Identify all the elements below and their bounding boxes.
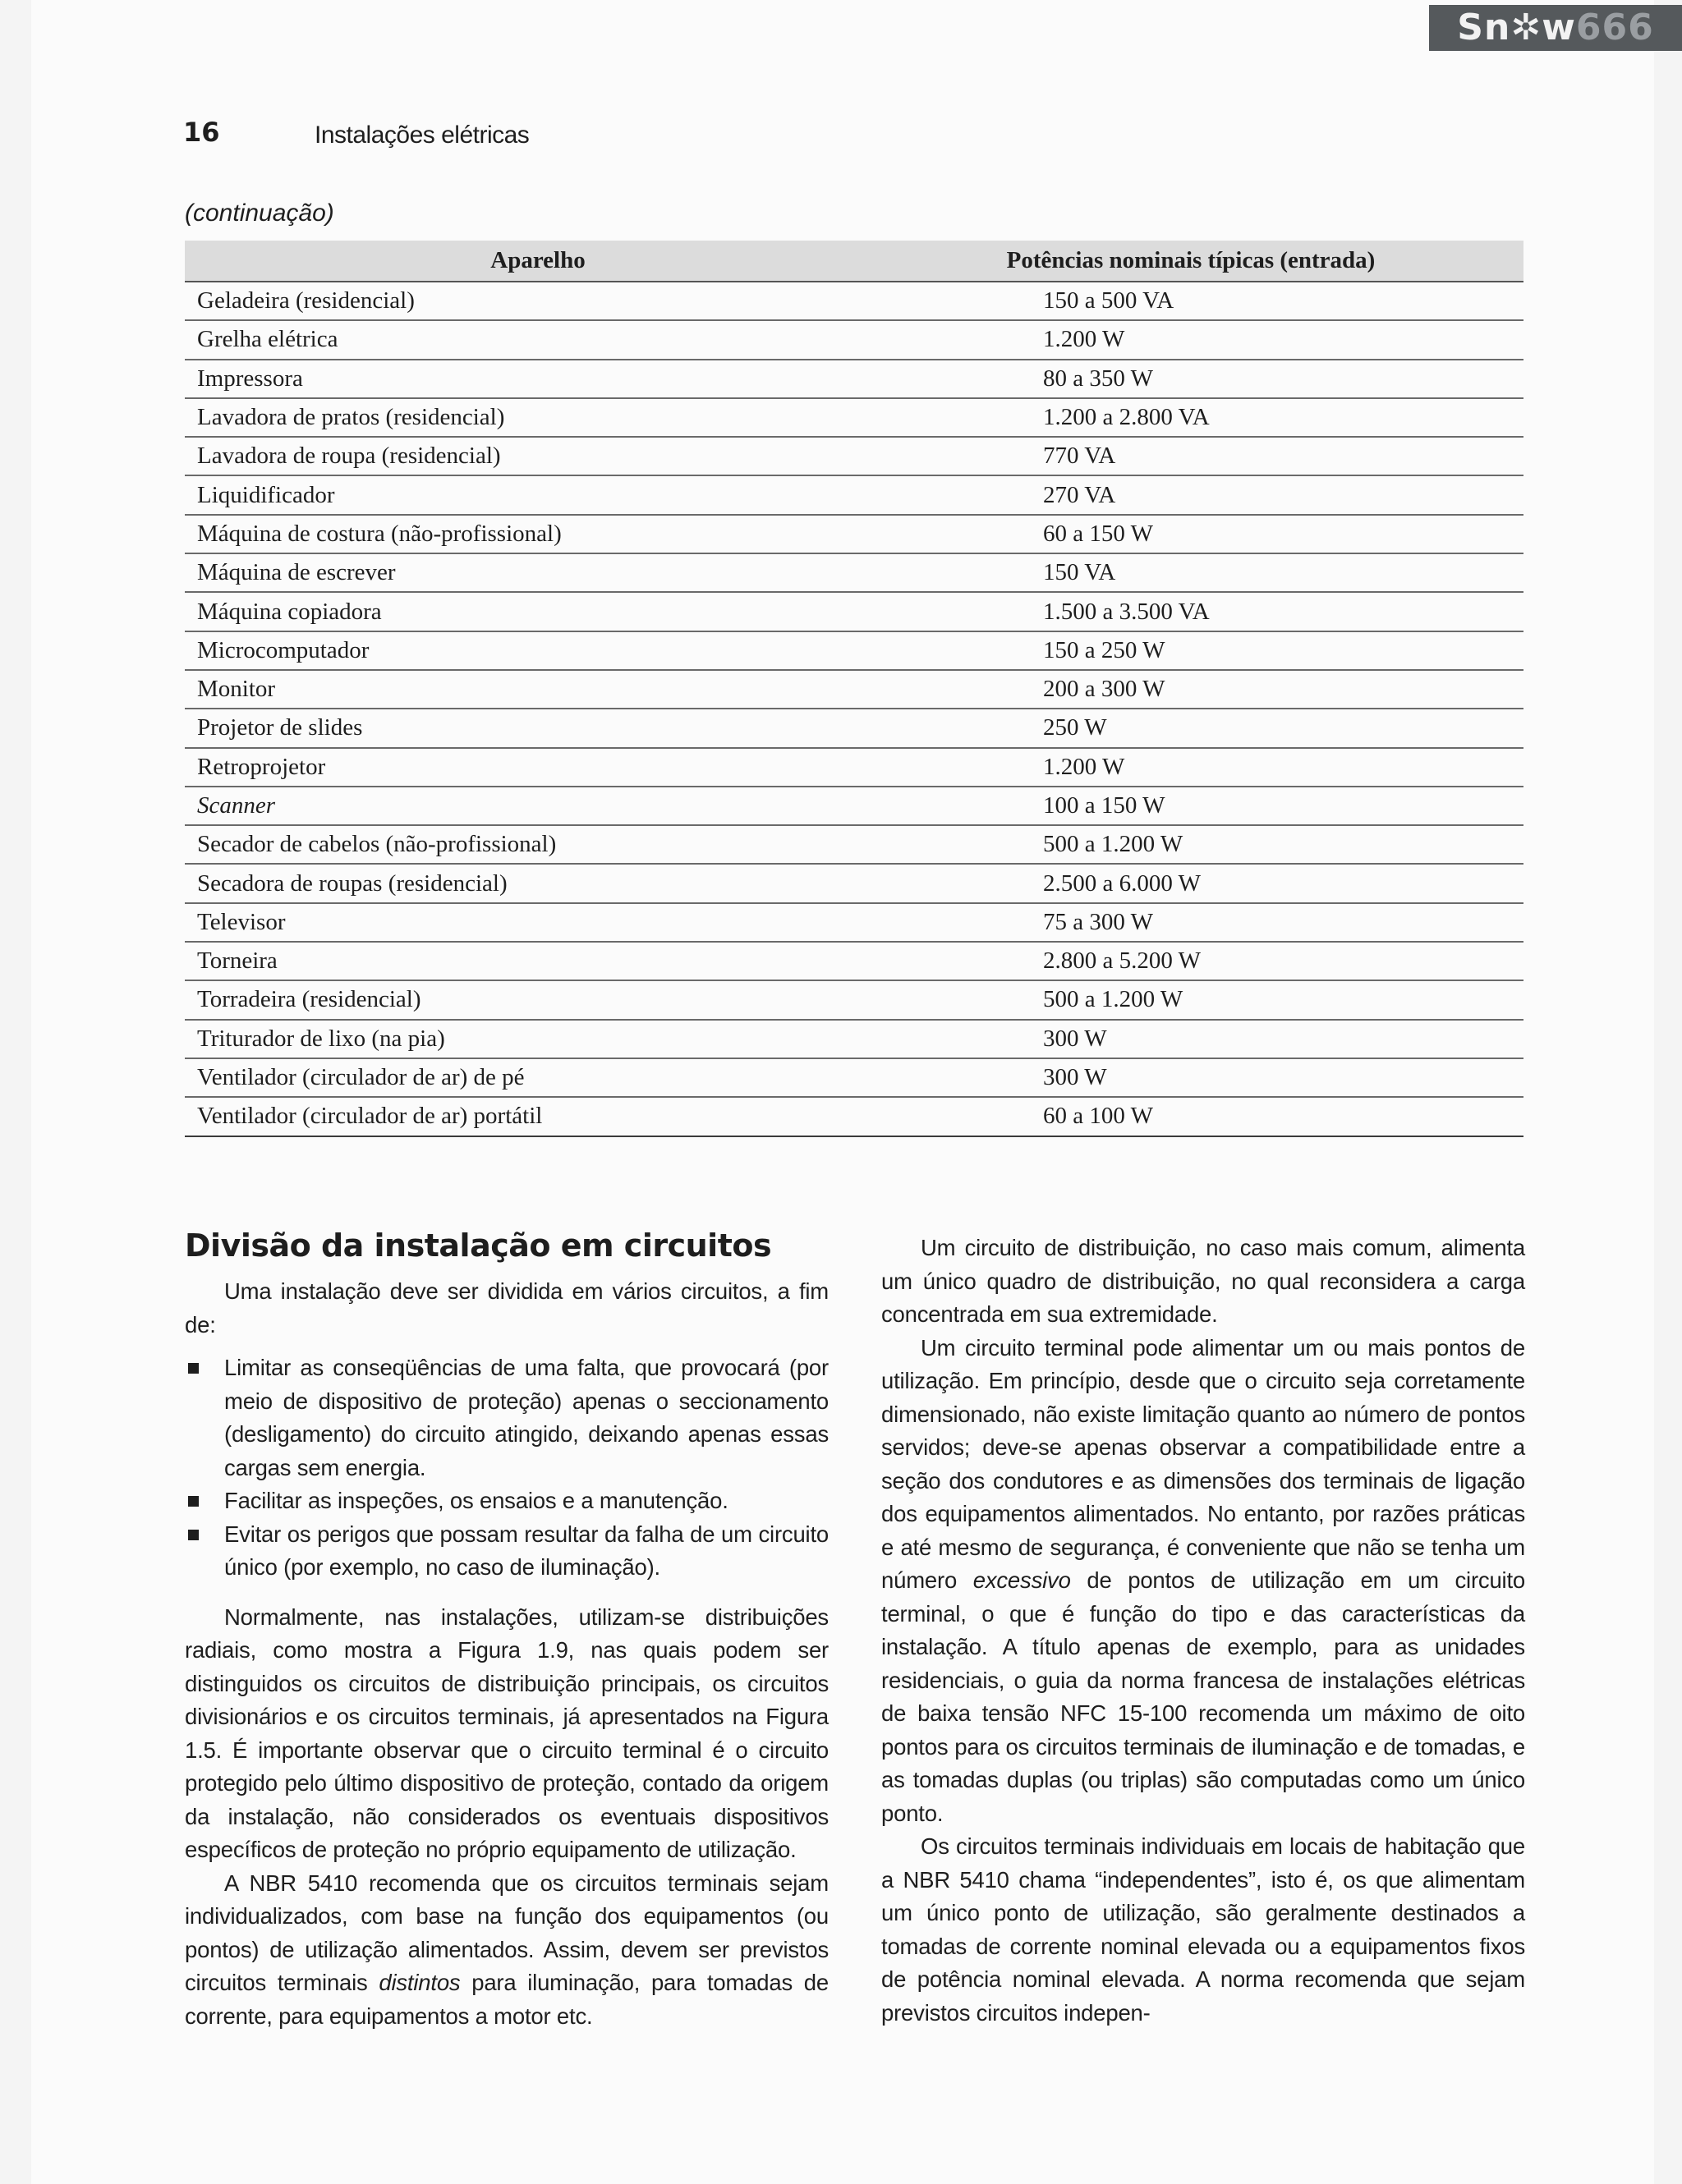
power-cell: 1.200 W xyxy=(1043,753,1125,780)
bullet-list xyxy=(185,1351,829,1585)
power-cell: 250 W xyxy=(1043,714,1107,741)
appliance-cell: Secador de cabelos (não-profissional) xyxy=(197,831,557,858)
paragraph-terminal-emphasis: excessivo xyxy=(972,1567,1071,1593)
list-item-text: Limitar as conseqüências de uma falta, que provocará (por meio de dispositivo de proteção) apenas o seccionamento (desligamento) do circuito atingido, deixando apenas essas cargas sem energia. xyxy=(224,1355,829,1480)
paragraph-normalmente: Normalmente, nas instalações, utilizam-se distribuições radiais, como mostra a Figura 1.9, nas quais podem ser distinguidos os circuitos de distribuição principais, os circuitos divisionários e os circuitos terminais, já apresentados na Figura 1.5. É importante observar que o circuito terminal é o circuito protegido pelo último dispositivo de proteção, contado da origem da instalação, não considerados os eventuais dispositivos específicos de proteção no próprio equipamento de utilização. xyxy=(185,1604,829,1862)
table-row xyxy=(185,1021,1523,1059)
watermark-text-1: Sn xyxy=(1457,7,1511,48)
table-row xyxy=(185,321,1523,360)
table-row xyxy=(185,1059,1523,1098)
paragraph-nbr xyxy=(185,1867,829,2034)
table-caption: (continuação) xyxy=(185,200,334,227)
power-cell: 270 VA xyxy=(1043,481,1116,508)
bullet-icon xyxy=(188,1530,199,1540)
power-cell: 500 a 1.200 W xyxy=(1043,986,1183,1013)
appliance-cell: Geladeira (residencial) xyxy=(197,287,415,314)
table-row xyxy=(185,709,1523,748)
bullet-icon xyxy=(188,1363,199,1374)
power-cell: 2.500 a 6.000 W xyxy=(1043,869,1201,897)
appliance-cell: Máquina copiadora xyxy=(197,598,382,625)
table-row xyxy=(185,516,1523,554)
power-cell: 60 a 150 W xyxy=(1043,520,1153,547)
table-row xyxy=(185,749,1523,787)
appliance-cell: Ventilador (circulador de ar) de pé xyxy=(197,1064,525,1091)
table-row xyxy=(185,904,1523,943)
appliance-cell: Microcomputador xyxy=(197,636,370,663)
table-row xyxy=(185,399,1523,438)
list-item xyxy=(185,1518,829,1585)
paragraph-nbr-part1: A NBR 5410 recomenda que os circuitos terminais sejam individualizados, com base na função dos equipamentos (ou pontos) de utilização alimentados. Assim, devem ser previstos circuitos terminais xyxy=(185,1870,829,1995)
table-row xyxy=(185,632,1523,671)
watermark-logo xyxy=(1429,5,1682,51)
power-cell: 150 a 500 VA xyxy=(1043,287,1174,314)
book-page xyxy=(31,0,1654,2184)
snowflake-icon: ✲ xyxy=(1510,7,1542,48)
appliance-cell: Retroprojetor xyxy=(197,753,326,780)
book-title: Instalações elétricas xyxy=(315,122,530,149)
section-intro: Uma instalação deve ser dividida em vários circuitos, a fim de: xyxy=(185,1278,829,1337)
list-item xyxy=(185,1484,829,1518)
table-row xyxy=(185,360,1523,399)
appliance-cell: Torneira xyxy=(197,947,278,975)
appliance-cell: Monitor xyxy=(197,676,276,703)
watermark-text-2: w xyxy=(1542,7,1576,48)
power-cell: 100 a 150 W xyxy=(1043,792,1165,819)
paragraph-terminal-part1: Um circuito terminal pode alimentar um ou mais pontos de utilização. Em princípio, desde que o circuito seja corretamente dimensionado, não existe limitação quanto ao número de pontos servidos; deve-se apenas observar a compatibilidade entre a seção dos condutores e as dimensões dos terminais de ligação dos equipamentos alimentados. No entanto, por razões práticas e até mesmo de segurança, é conveniente que não se tenha um número xyxy=(881,1334,1525,1593)
appliance-cell: Liquidificador xyxy=(197,481,335,508)
appliance-cell: Secadora de roupas (residencial) xyxy=(197,869,508,897)
paragraph-terminal xyxy=(881,1332,1525,1831)
power-cell: 150 VA xyxy=(1043,559,1116,586)
power-cell: 500 a 1.200 W xyxy=(1043,831,1183,858)
appliance-cell: Televisor xyxy=(197,908,286,935)
left-text-column xyxy=(185,1227,829,2033)
table-row xyxy=(185,1098,1523,1136)
appliance-cell: Máquina de costura (não-profissional) xyxy=(197,520,562,547)
appliance-cell: Torradeira (residencial) xyxy=(197,986,421,1013)
appliance-cell: Lavadora de pratos (residencial) xyxy=(197,404,505,431)
list-item-text: Evitar os perigos que possam resultar da falha de um circuito único (por exemplo, no caso de iluminação). xyxy=(224,1521,829,1580)
appliance-cell: Máquina de escrever xyxy=(197,559,396,586)
power-cell: 150 a 250 W xyxy=(1043,636,1165,663)
paragraph-nbr-emphasis: distintos xyxy=(379,1970,461,1995)
paragraph-nbr-part2: para iluminação, para tomadas de corrente, para equipamentos a motor etc. xyxy=(185,1970,829,2029)
appliance-cell: Projetor de slides xyxy=(197,714,363,741)
table-row xyxy=(185,282,1523,321)
power-cell: 2.800 a 5.200 W xyxy=(1043,947,1201,975)
power-cell: 200 a 300 W xyxy=(1043,676,1165,703)
right-text-column xyxy=(881,1232,1525,2030)
section-title: Divisão da instalação em circuitos xyxy=(185,1227,772,1264)
list-item-text: Facilitar as inspeções, os ensaios e a manutenção. xyxy=(224,1488,728,1513)
table-row xyxy=(185,554,1523,593)
power-cell: 60 a 100 W xyxy=(1043,1103,1153,1130)
table-row xyxy=(185,671,1523,709)
appliance-cell: Grelha elétrica xyxy=(197,326,338,353)
power-cell: 300 W xyxy=(1043,1064,1107,1091)
power-cell: 300 W xyxy=(1043,1025,1107,1052)
appliance-cell: Impressora xyxy=(197,365,303,392)
table-header xyxy=(185,241,1523,282)
table-row xyxy=(185,476,1523,515)
column-header-power: Potências nominais típicas (entrada) xyxy=(1006,247,1376,273)
appliance-cell: Scanner xyxy=(197,792,276,819)
table-row xyxy=(185,826,1523,865)
appliance-cell: Triturador de lixo (na pia) xyxy=(197,1025,445,1052)
power-cell: 80 a 350 W xyxy=(1043,365,1153,392)
paragraph-individuais: Os circuitos terminais individuais em locais de habitação que a NBR 5410 chama “independentes”, isto é, os que alimentam um único ponto de utilização, são geralmente destinados a tomadas de corrente nominal elevada ou a equipamentos fixos de potência nominal elevada. A norma recomenda que sejam previstos circuitos indepen- xyxy=(881,1833,1525,2026)
watermark-text-3: 666 xyxy=(1575,7,1654,48)
table-row xyxy=(185,865,1523,903)
power-cell: 770 VA xyxy=(1043,443,1116,470)
power-table xyxy=(185,241,1523,1137)
power-cell: 75 a 300 W xyxy=(1043,908,1153,935)
table-row xyxy=(185,981,1523,1020)
appliance-cell: Lavadora de roupa (residencial) xyxy=(197,443,501,470)
list-item xyxy=(185,1351,829,1484)
bullet-icon xyxy=(188,1496,199,1507)
appliance-cell: Ventilador (circulador de ar) portátil xyxy=(197,1103,543,1130)
table-row xyxy=(185,787,1523,826)
table-row xyxy=(185,438,1523,476)
paragraph-distribuicao: Um circuito de distribuição, no caso mais comum, alimenta um único quadro de distribuição, no qual reconsidera a carga concentrada em sua extremidade. xyxy=(881,1235,1525,1327)
power-cell: 1.200 W xyxy=(1043,326,1125,353)
power-cell: 1.500 a 3.500 VA xyxy=(1043,598,1210,625)
table-row xyxy=(185,943,1523,981)
table-row xyxy=(185,593,1523,631)
column-header-appliance: Aparelho xyxy=(490,247,586,273)
power-cell: 1.200 a 2.800 VA xyxy=(1043,404,1210,431)
page-number: 16 xyxy=(183,117,220,148)
paragraph-terminal-part2: de pontos de utilização em um circuito terminal, o que é função do tipo e das características da instalação. A título apenas de exemplo, para as unidades residenciais, o guia da norma francesa de instalações elétricas de baixa tensão NFC 15-100 recomenda um máximo de oito pontos para os circuitos terminais de iluminação e de tomadas, e as tomadas duplas (ou triplas) são computadas como um único ponto. xyxy=(881,1567,1525,1826)
